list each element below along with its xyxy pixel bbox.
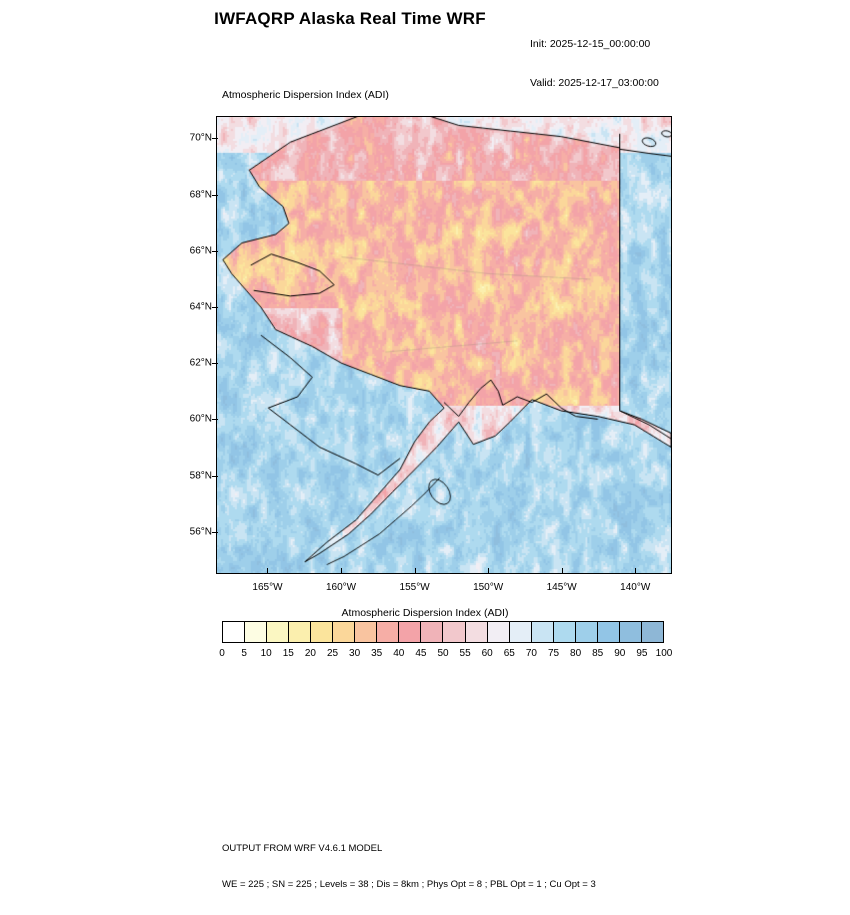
colorbar-title: Atmospheric Dispersion Index (ADI) <box>341 607 509 619</box>
colorbar-swatch <box>333 622 355 642</box>
colorbar-swatch <box>620 622 642 642</box>
colorbar-tick-label: 45 <box>415 648 427 659</box>
latitude-tick-mark <box>212 363 218 364</box>
map-frame <box>216 116 672 574</box>
colorbar-tick-label: 70 <box>525 648 537 659</box>
longitude-tick-label: 150°W <box>473 582 504 593</box>
colorbar-tick-label: 10 <box>260 648 272 659</box>
colorbar-tick-label: 80 <box>570 648 582 659</box>
colorbar-tick-label: 75 <box>547 648 560 659</box>
longitude-tick-mark <box>635 568 636 574</box>
colorbar-tick-label: 5 <box>241 648 247 659</box>
colorbar-swatch <box>642 622 663 642</box>
footer-line-1: OUTPUT FROM WRF V4.6.1 MODEL <box>222 843 383 854</box>
longitude-tick-label: 140°W <box>620 582 651 593</box>
colorbar-swatch <box>598 622 620 642</box>
longitude-tick-label: 160°W <box>325 582 357 593</box>
latitude-tick-mark <box>212 476 218 477</box>
colorbar-tick-label: 50 <box>437 648 449 659</box>
longitude-tick-label: 155°W <box>399 582 430 593</box>
colorbar-tick-label: 40 <box>393 648 405 659</box>
colorbar-swatch <box>289 622 311 642</box>
colorbar-tick-label: 95 <box>636 648 648 659</box>
colorbar-swatch <box>510 622 532 642</box>
longitude-tick-mark <box>267 568 268 574</box>
latitude-tick-label: 70°N <box>189 132 212 144</box>
latitude-tick-mark <box>212 532 218 533</box>
longitude-tick-mark <box>415 568 416 574</box>
footer-text <box>222 819 596 915</box>
latitude-tick-label: 64°N <box>189 301 212 313</box>
latitude-tick-label: 58°N <box>189 470 212 482</box>
colorbar-swatch <box>377 622 399 642</box>
plot-title: Atmospheric Dispersion Index (ADI) <box>222 89 389 101</box>
colorbar-swatch <box>554 622 576 642</box>
longitude-tick-label: 165°W <box>252 582 283 593</box>
longitude-tick-mark <box>488 568 489 574</box>
colorbar-tick-label: 85 <box>592 648 604 659</box>
colorbar-tick-label: 90 <box>614 648 626 659</box>
latitude-tick-label: 68°N <box>189 189 212 201</box>
colorbar-tick-label: 30 <box>349 648 361 659</box>
colorbar-swatch <box>488 622 510 642</box>
longitude-axis <box>216 574 672 600</box>
page-title: IWFAQRP Alaska Real Time WRF <box>214 9 486 28</box>
map-canvas <box>217 117 671 573</box>
footer-line-2: WE = 225 ; SN = 225 ; Levels = 38 ; Dis = 8km ; Phys Opt = 8 ; PBL Opt = 1 ; Cu Opt = 3 <box>222 879 596 890</box>
colorbar-tick-label: 20 <box>304 648 316 659</box>
colorbar-tick-label: 15 <box>282 648 294 659</box>
longitude-tick-label: 145°W <box>546 582 577 593</box>
valid-time-label: Valid: 2025-12-17_03:00:00 <box>530 77 659 89</box>
colorbar-swatch <box>466 622 488 642</box>
latitude-tick-mark <box>212 195 218 196</box>
colorbar-tick-label: 25 <box>326 648 339 659</box>
latitude-tick-label: 60°N <box>189 413 212 425</box>
colorbar-swatch <box>421 622 443 642</box>
colorbar-tick-label: 0 <box>219 648 225 659</box>
colorbar-swatch <box>223 622 245 642</box>
latitude-axis <box>160 116 212 574</box>
init-valid-block <box>530 12 659 116</box>
latitude-tick-mark <box>212 419 218 420</box>
colorbar-swatch <box>532 622 554 642</box>
colorbar-swatch <box>399 622 421 642</box>
colorbar-tick-label: 65 <box>503 648 515 659</box>
colorbar-labels <box>219 648 673 664</box>
latitude-tick-mark <box>212 251 218 252</box>
colorbar-tick-label: 55 <box>459 648 471 659</box>
longitude-tick-mark <box>341 568 342 574</box>
colorbar-swatch <box>355 622 377 642</box>
colorbar-swatch <box>245 622 267 642</box>
latitude-tick-label: 62°N <box>189 357 212 369</box>
colorbar-swatch <box>311 622 333 642</box>
latitude-tick-label: 56°N <box>189 526 212 538</box>
colorbar-tick-label: 35 <box>371 648 383 659</box>
longitude-tick-mark <box>562 568 563 574</box>
latitude-tick-mark <box>212 307 218 308</box>
latitude-tick-label: 66°N <box>189 245 212 257</box>
colorbar-swatch <box>443 622 465 642</box>
init-time-label: Init: 2025-12-15_00:00:00 <box>530 38 651 50</box>
colorbar-swatch <box>267 622 289 642</box>
latitude-tick-mark <box>212 138 218 139</box>
colorbar-swatch <box>576 622 598 642</box>
colorbar-tick-label: 60 <box>481 648 493 659</box>
colorbar-tick-label: 100 <box>655 648 673 659</box>
colorbar <box>222 621 664 643</box>
